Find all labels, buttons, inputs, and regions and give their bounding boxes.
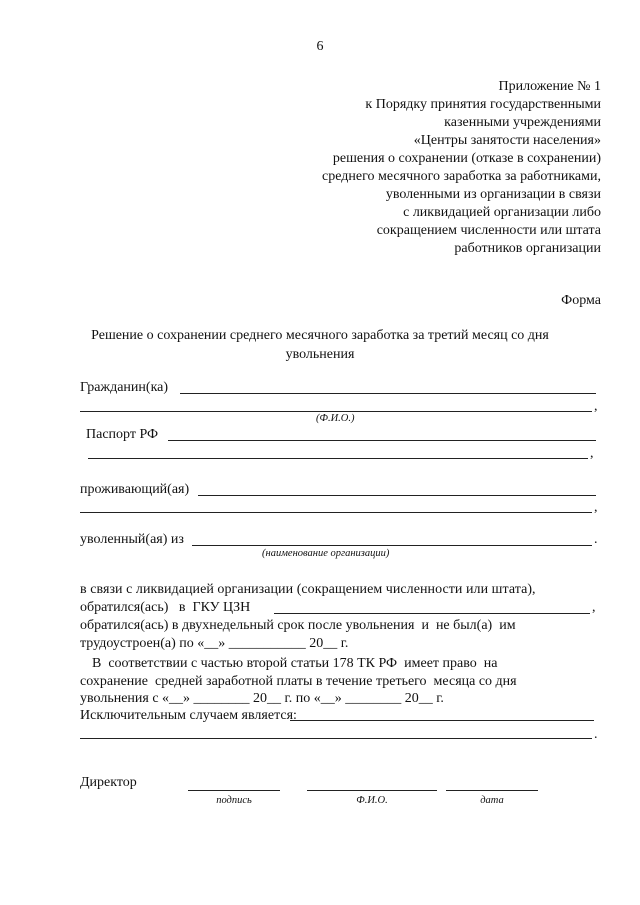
- signature-line[interactable]: [188, 790, 280, 791]
- document-title: [60, 327, 580, 363]
- residing-line-2[interactable]: [80, 512, 592, 513]
- org-caption: (наименование организации): [262, 548, 390, 559]
- passport-line[interactable]: [168, 440, 596, 441]
- body-line-4: трудоустроен(а) по «__» ___________ 20__ г.: [80, 636, 349, 651]
- fio-caption-sign: Ф.И.О.: [356, 795, 388, 806]
- body-line-1: в связи с ликвидацией организации (сокращением численности или штата),: [80, 582, 536, 597]
- employment-center-line[interactable]: [274, 613, 590, 614]
- residing-line[interactable]: [198, 495, 596, 496]
- comma: ,: [590, 446, 594, 461]
- appendix-line: среднего месячного заработка за работниками,: [322, 169, 601, 184]
- appendix-line: «Центры занятости населения»: [413, 133, 601, 148]
- date-caption: дата: [480, 795, 504, 806]
- exception-line-2[interactable]: [80, 738, 592, 739]
- appendix-line: с ликвидацией организации либо: [403, 205, 601, 220]
- dismissed-label: уволенный(ая) из: [80, 532, 184, 547]
- period: .: [594, 727, 598, 742]
- comma: ,: [594, 500, 598, 515]
- exception-line[interactable]: [290, 720, 594, 721]
- para2-line-3: увольнения с «__» ________ 20__ г. по «__» ________ 20__ г.: [80, 691, 444, 706]
- appendix-block: [241, 78, 601, 257]
- title-line-1: Решение о сохранении среднего месячного заработка за третий месяц со дня: [91, 328, 549, 343]
- appendix-line: к Порядку принятия государственными: [365, 97, 601, 112]
- fio-caption: (Ф.И.О.): [316, 413, 355, 424]
- fio-line[interactable]: [307, 790, 437, 791]
- appendix-line: сокращением численности или штата: [376, 223, 601, 238]
- page-number: 6: [316, 39, 324, 54]
- para2-line-1: В соответствии с частью второй статьи 178 ТК РФ имеет право на: [92, 656, 498, 671]
- appendix-line: работников организации: [454, 241, 601, 256]
- comma: ,: [592, 600, 596, 615]
- appendix-line: уволенными из организации в связи: [385, 187, 601, 202]
- organization-line[interactable]: [192, 545, 592, 546]
- director-label: Директор: [80, 775, 137, 790]
- sign-caption: подпись: [216, 795, 252, 806]
- period: .: [594, 532, 598, 547]
- comma: ,: [594, 399, 598, 414]
- citizen-name-line-2[interactable]: [80, 411, 592, 412]
- date-line[interactable]: [446, 790, 538, 791]
- body-line-3: обратился(ась) в двухнедельный срок после увольнения и не был(а) им: [80, 618, 516, 633]
- exception-label: Исключительным случаем является:: [80, 708, 297, 723]
- citizen-label: Гражданин(ка): [80, 380, 169, 395]
- body-line-2: обратился(ась) в ГКУ ЦЗН: [80, 600, 251, 615]
- appendix-line: казенными учреждениями: [444, 115, 601, 130]
- appendix-line: решения о сохранении (отказе в сохранении): [332, 151, 601, 166]
- passport-label: Паспорт РФ: [86, 427, 159, 442]
- para2-line-2: сохранение средней заработной платы в течение третьего месяца со дня: [80, 674, 517, 689]
- appendix-line: Приложение № 1: [498, 79, 601, 94]
- citizen-name-line[interactable]: [180, 393, 596, 394]
- title-line-2: увольнения: [285, 347, 355, 362]
- passport-line-2[interactable]: [88, 458, 588, 459]
- form-label: Форма: [561, 293, 601, 308]
- residing-label: проживающий(ая): [80, 482, 190, 497]
